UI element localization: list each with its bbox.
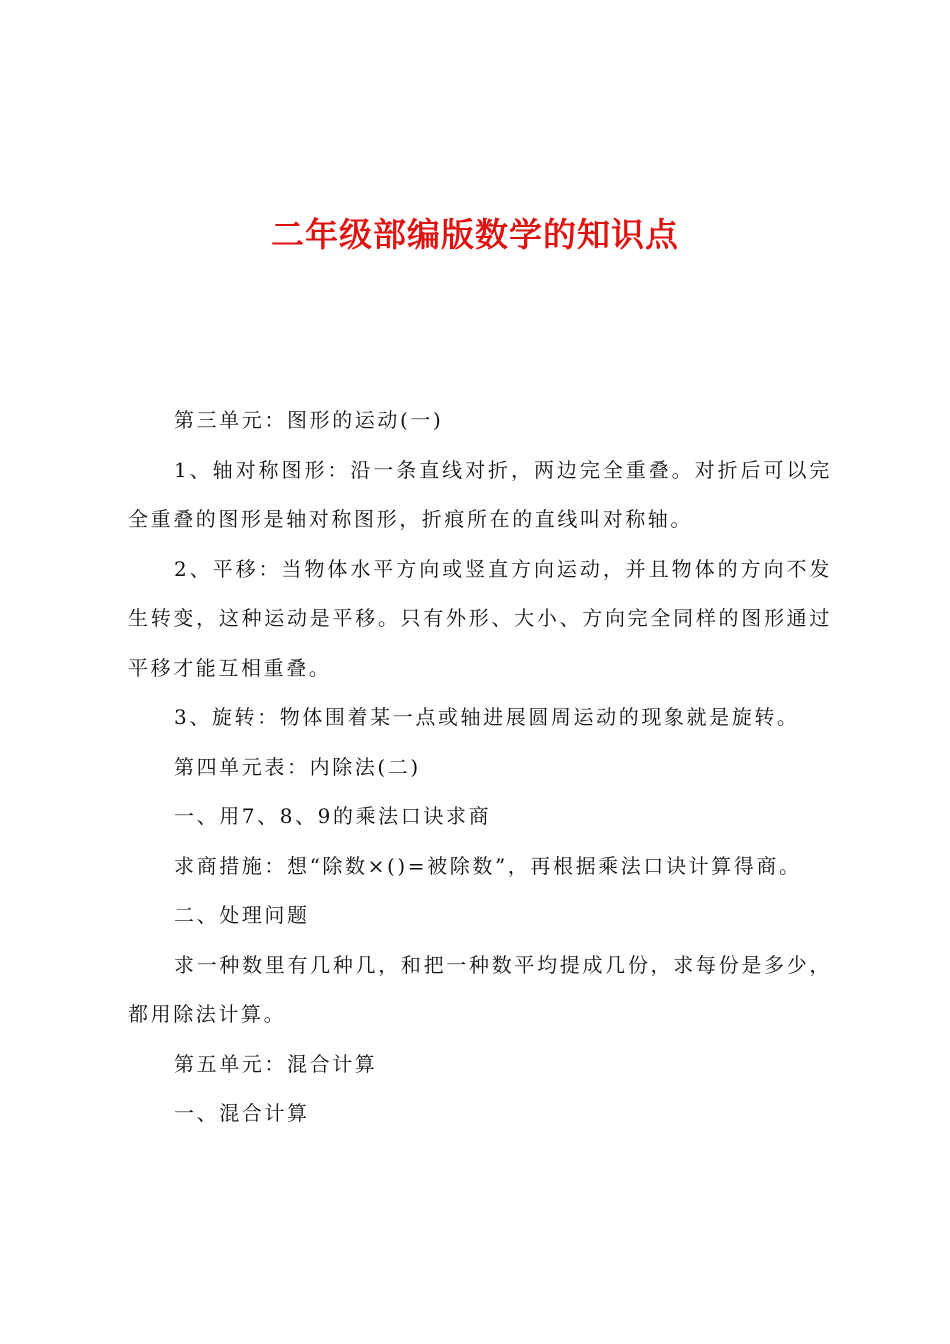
document-body (128, 396, 832, 1139)
paragraph-rotation: 3、旋转：物体围着某一点或轴进展圆周运动的现象就是旋转。 (174, 705, 800, 729)
document-title: 二年级部编版数学的知识点 (271, 215, 679, 254)
paragraph-solve-problems: 二、处理问题 (174, 903, 310, 927)
paragraph-axis-symmetry: 1、轴对称图形：沿一条直线对折，两边完全重叠。对折后可以完全重叠的图形是轴对称图形，折痕所在的直线叫对称轴。 (128, 457, 832, 531)
paragraph-mixed-calculation: 一、混合计算 (174, 1101, 310, 1125)
paragraph-unit-3-heading: 第三单元：图形的运动(一) (174, 408, 444, 432)
paragraph-unit-4-heading: 第四单元表：内除法(二) (174, 754, 421, 779)
paragraph-translation: 2、平移：当物体水平方向或竖直方向运动，并且物体的方向不发生转变，这种运动是平移。只有外形、大小、方向完全同样的图形通过平移才能互相重叠。 (128, 556, 832, 680)
paragraph-quotient-method: 求商措施：想“除数×()=被除数”，再根据乘法口诀计算得商。 (174, 853, 802, 878)
paragraph-unit-5-heading: 第五单元：混合计算 (174, 1051, 378, 1076)
paragraph-quotient-by-table: 一、用7、8、9的乘法口诀求商 (174, 804, 492, 828)
paragraph-division-usage: 求一种数里有几种几，和把一种数平均提成几份，求每份是多少，都用除法计算。 (128, 952, 832, 1026)
